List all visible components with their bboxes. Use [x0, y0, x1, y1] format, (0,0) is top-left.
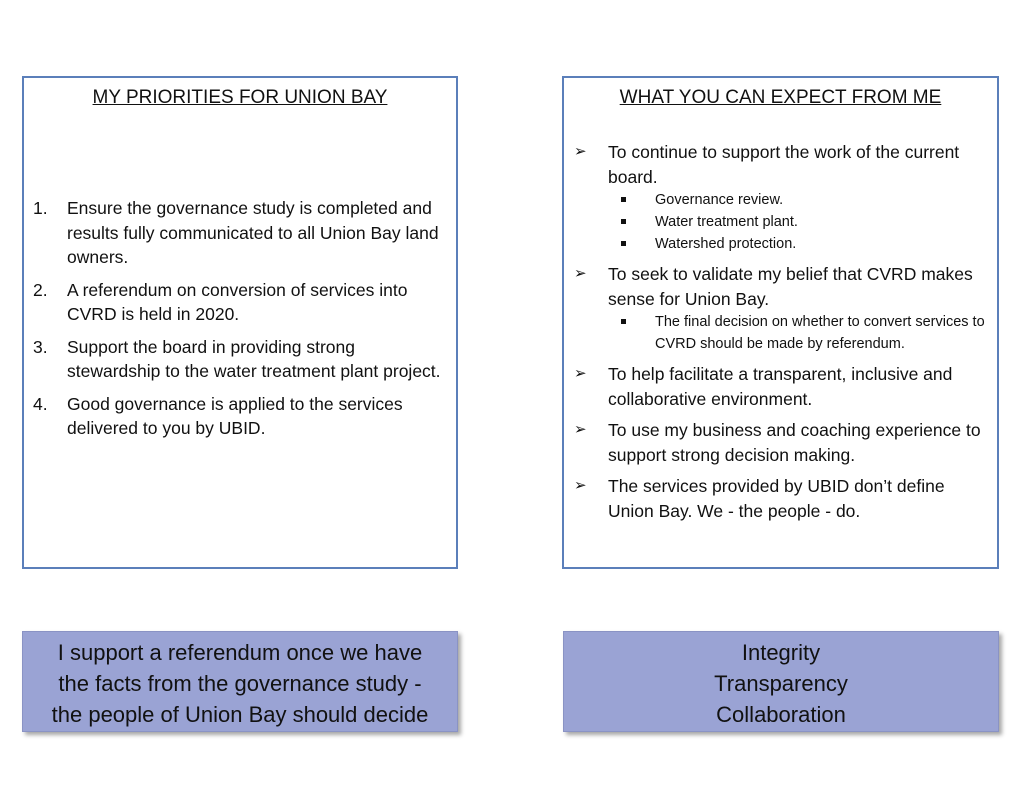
sub-item [608, 311, 988, 355]
priority-text: Ensure the governance study is completed and results fully communicated to all Union Bay land owners. [67, 198, 439, 267]
arrowhead-icon: ➢ [574, 143, 587, 160]
callout-line: the people of Union Bay should decide [51, 702, 429, 727]
expectation-item [564, 474, 996, 523]
expectations-list [564, 140, 996, 530]
sub-item [608, 189, 988, 211]
expectation-text: To help facilitate a transparent, inclusive and collaborative environment. [608, 364, 953, 409]
priorities-list [24, 196, 454, 449]
priority-number: 1. [33, 198, 48, 218]
value-integrity: Integrity [741, 640, 821, 665]
sub-item-text: Watershed protection. [655, 236, 797, 252]
expectation-sublist [608, 311, 988, 355]
callout-line: I support a referendum once we have [57, 640, 423, 665]
priority-number: 3. [33, 336, 48, 357]
priority-item [24, 335, 454, 384]
square-bullet-icon [621, 241, 626, 246]
priority-item [24, 392, 454, 441]
arrowhead-icon: ➢ [574, 421, 587, 438]
priority-text: Support the board in providing strong stewardship to the water treatment plant project. [67, 336, 441, 381]
priority-item [24, 278, 454, 327]
sub-item-text: Governance review. [655, 192, 784, 208]
expectation-item [564, 362, 996, 411]
priorities-panel [22, 76, 458, 569]
expectation-text: The services provided by UBID don’t define Union Bay. We - the people - do. [608, 476, 945, 521]
value-collaboration: Collaboration [716, 702, 846, 727]
priority-number: 2. [33, 279, 48, 300]
sub-item [608, 233, 988, 255]
priorities-title: MY PRIORITIES FOR UNION BAY [92, 87, 388, 108]
expectation-text: To continue to support the work of the current board. [608, 142, 960, 187]
priority-text: Good governance is applied to the services delivered to you by UBID. [67, 393, 403, 438]
sub-item [608, 211, 988, 233]
expectation-item [564, 140, 996, 255]
sub-item-text: The final decision on whether to convert services to CVRD should be made by referendum. [655, 314, 985, 352]
square-bullet-icon [621, 319, 626, 324]
callout-line: the facts from the governance study - [58, 671, 422, 696]
square-bullet-icon [621, 219, 626, 224]
value-transparency: Transparency [714, 671, 848, 696]
arrowhead-icon: ➢ [574, 477, 587, 494]
square-bullet-icon [621, 197, 626, 202]
referendum-callout [22, 631, 458, 732]
arrowhead-icon: ➢ [574, 365, 587, 382]
sub-item-text: Water treatment plant. [655, 214, 798, 230]
expectation-sublist [608, 189, 988, 255]
priority-number: 4. [33, 393, 48, 414]
expectation-item [564, 262, 996, 355]
priority-text: A referendum on conversion of services into CVRD is held in 2020. [67, 279, 408, 324]
expectation-text: To use my business and coaching experience to support strong decision making. [608, 420, 981, 465]
expectation-text: To seek to validate my belief that CVRD makes sense for Union Bay. [608, 264, 973, 309]
values-callout [563, 631, 999, 732]
expectations-panel [562, 76, 999, 569]
expectations-title: WHAT YOU CAN EXPECT FROM ME [619, 87, 942, 108]
expectation-item [564, 418, 996, 467]
priority-item [24, 196, 454, 270]
arrowhead-icon: ➢ [574, 265, 587, 282]
